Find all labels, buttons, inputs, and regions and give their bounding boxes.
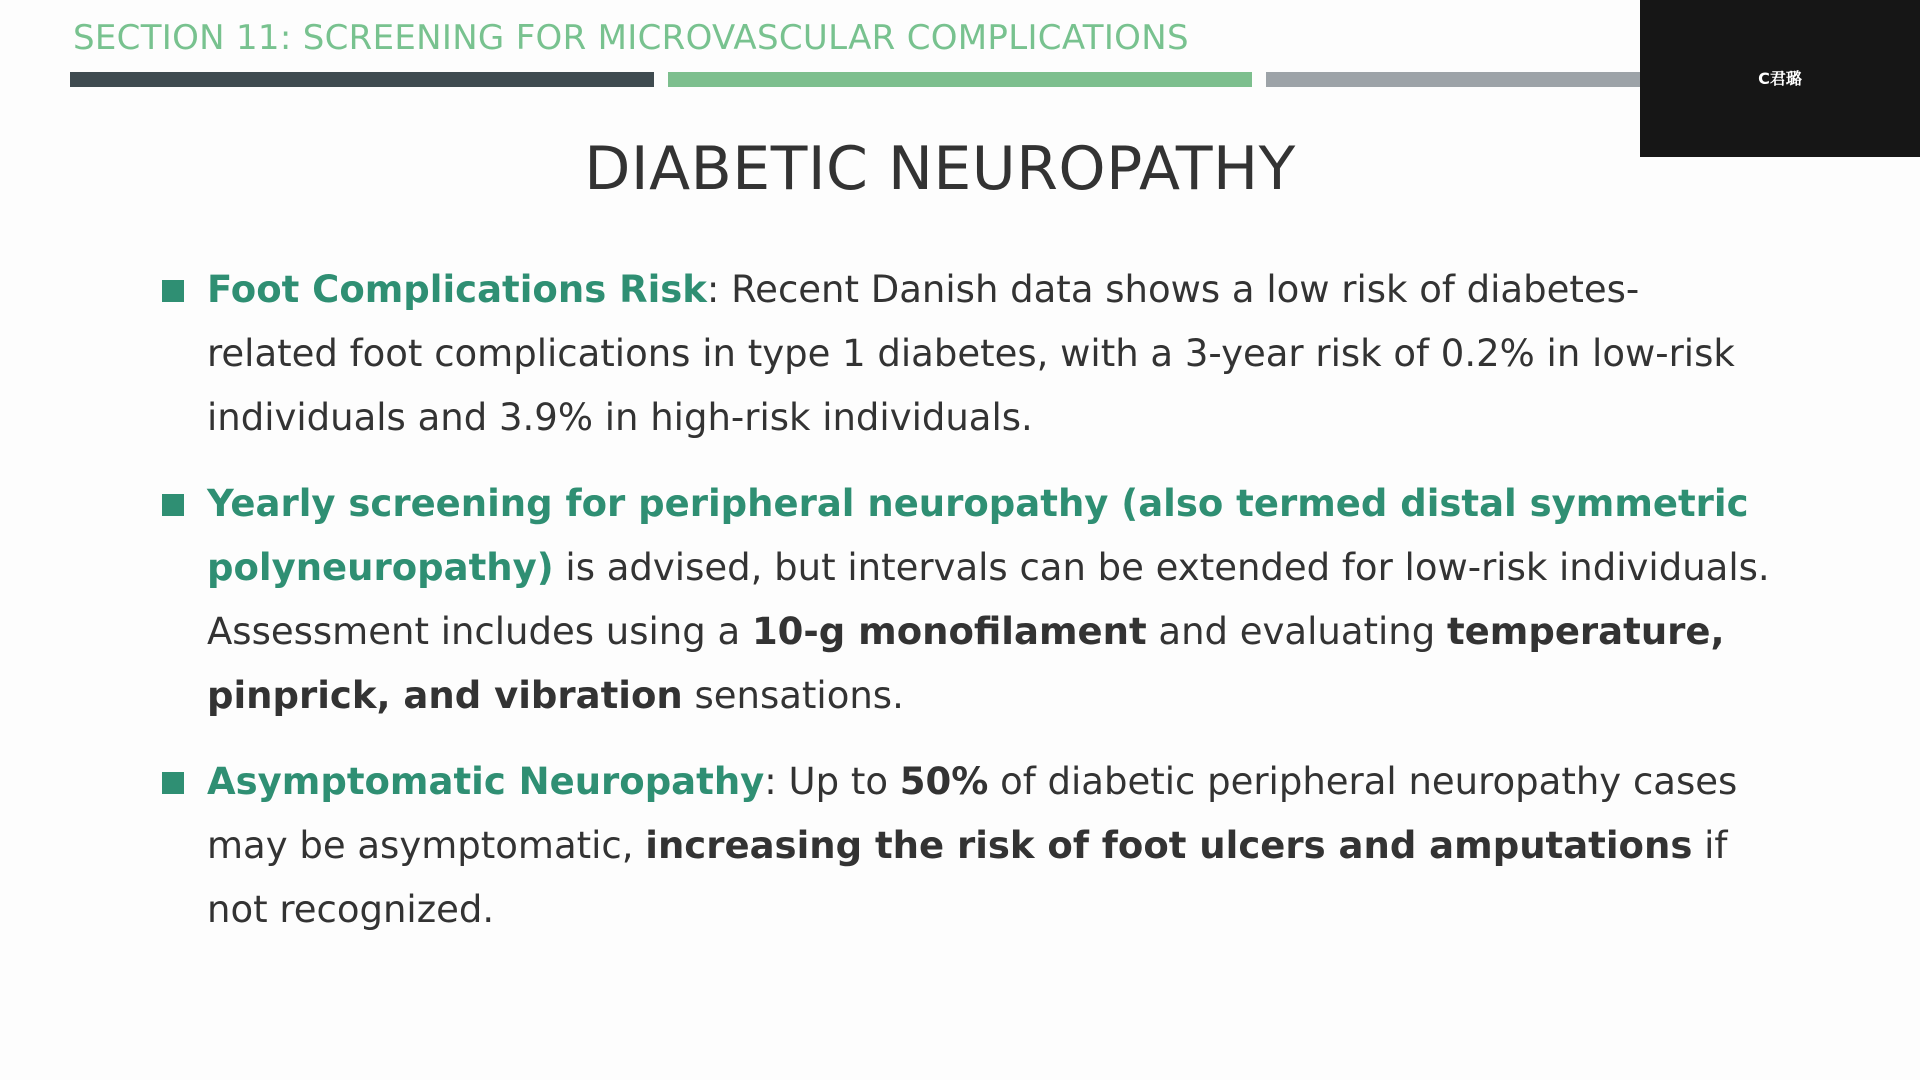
bullet-text: and evaluating [1146,610,1447,653]
bullet-emphasis: increasing the risk of foot ulcers and amputations [645,824,1693,867]
webcam-participant-name: C君璐 [1758,69,1802,88]
bullet-emphasis: temperature, pinprick, and vibration [207,610,1725,717]
bullet-text: is advised, but intervals can be extended for low-risk individuals. Assessment includes using a [207,546,1770,653]
square-bullet-icon [162,494,184,516]
bullet-list [160,258,1770,942]
section-header: SECTION 11: SCREENING FOR MICROVASCULAR COMPLICATIONS [73,18,1189,58]
bullet-heading: Yearly screening for peripheral neuropathy (also termed distal symmetric polyneuropathy) [207,482,1749,589]
bullet-text: of diabetic peripheral neuropathy cases may be asymptomatic, [207,760,1738,867]
header-rule-grey [1266,72,1640,87]
bullet-emphasis: 50% [899,760,989,803]
bullet-heading: Foot Complications Risk [207,268,707,311]
bullet-heading: Asymptomatic Neuropathy [207,760,765,803]
bullet-emphasis: 10-g monofilament [751,610,1147,653]
header-rule-green [668,72,1252,87]
bullet-yearly-screening [160,472,1770,728]
header-rule-dark [70,72,654,87]
slide-title: DIABETIC NEUROPATHY [584,134,1296,204]
bullet-text: if not recognized. [207,824,1728,931]
square-bullet-icon [162,772,184,794]
bullet-foot-complications [160,258,1770,450]
square-bullet-icon [162,280,184,302]
bullet-text: : Up to [764,760,900,803]
bullet-asymptomatic-neuropathy [160,750,1770,942]
bullet-text: : Recent Danish data shows a low risk of diabetes-related foot complications in type 1 diabetes, with a 3-year risk of 0.2% in low-risk individuals and 3.9% in high-risk individuals. [207,268,1735,439]
bullet-text: sensations. [682,674,904,717]
